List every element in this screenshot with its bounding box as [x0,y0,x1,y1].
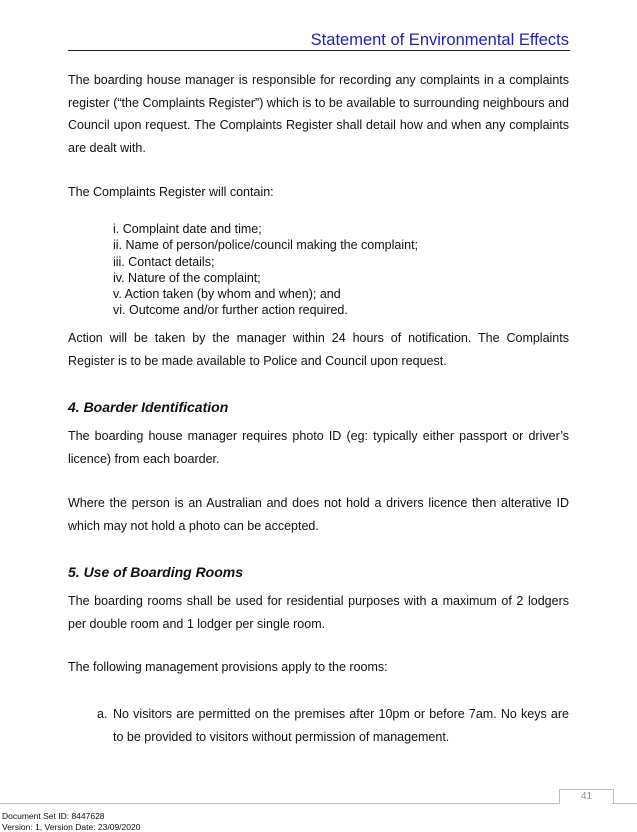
list-item: ii. Name of person/police/council making the complaint; [113,237,418,253]
room-occupancy-paragraph: The boarding rooms shall be used for residential purposes with a maximum of 2 lodgers per double room and 1 lodger per single room. [68,590,569,635]
action-timeframe-paragraph: Action will be taken by the manager within 24 hours of notification. The Complaints Register is to be made available to Police and Council upon request. [68,327,569,372]
section-heading-boarder-identification: 4. Boarder Identification [68,397,228,417]
photo-id-paragraph: The boarding house manager requires photo ID (eg: typically either passport or driver’s licence) from each boarder. [68,425,569,470]
list-item: iii. Contact details; [113,254,418,270]
list-marker: a. [97,703,113,748]
page-number: 41 [559,789,614,804]
document-set-id: Document Set ID: 8447628 [2,811,140,822]
provision-text: No visitors are permitted on the premises after 10pm or before 7am. No keys are to be provided to visitors without permission of management. [113,703,569,748]
complaints-register-paragraph: The boarding house manager is responsible for recording any complaints in a complaints register (“the Complaints Register”) which is to be available to surrounding neighbours and Council upon request. The Complaints Register shall detail how and when any complaints are dealt with. [68,69,569,159]
header-divider [68,50,570,51]
list-item: iv. Nature of the complaint; [113,270,418,286]
list-item: i. Complaint date and time; [113,221,418,237]
document-header-title: Statement of Environmental Effects [300,30,569,50]
list-item: v. Action taken (by whom and when); and [113,286,418,302]
footer-divider-tail [612,803,637,804]
alternative-id-paragraph: Where the person is an Australian and does not hold a drivers licence then alterative ID which may not hold a photo can be accepted. [68,492,569,537]
register-contents-intro: The Complaints Register will contain: [68,181,569,204]
register-contents-list [113,221,418,319]
footer-divider [0,803,560,804]
provision-item-a [97,703,569,748]
section-heading-use-of-boarding-rooms: 5. Use of Boarding Rooms [68,562,243,582]
list-item: vi. Outcome and/or further action required. [113,302,418,318]
management-provisions-intro: The following management provisions apply to the rooms: [68,656,569,679]
document-version: Version: 1, Version Date: 23/09/2020 [2,822,140,832]
